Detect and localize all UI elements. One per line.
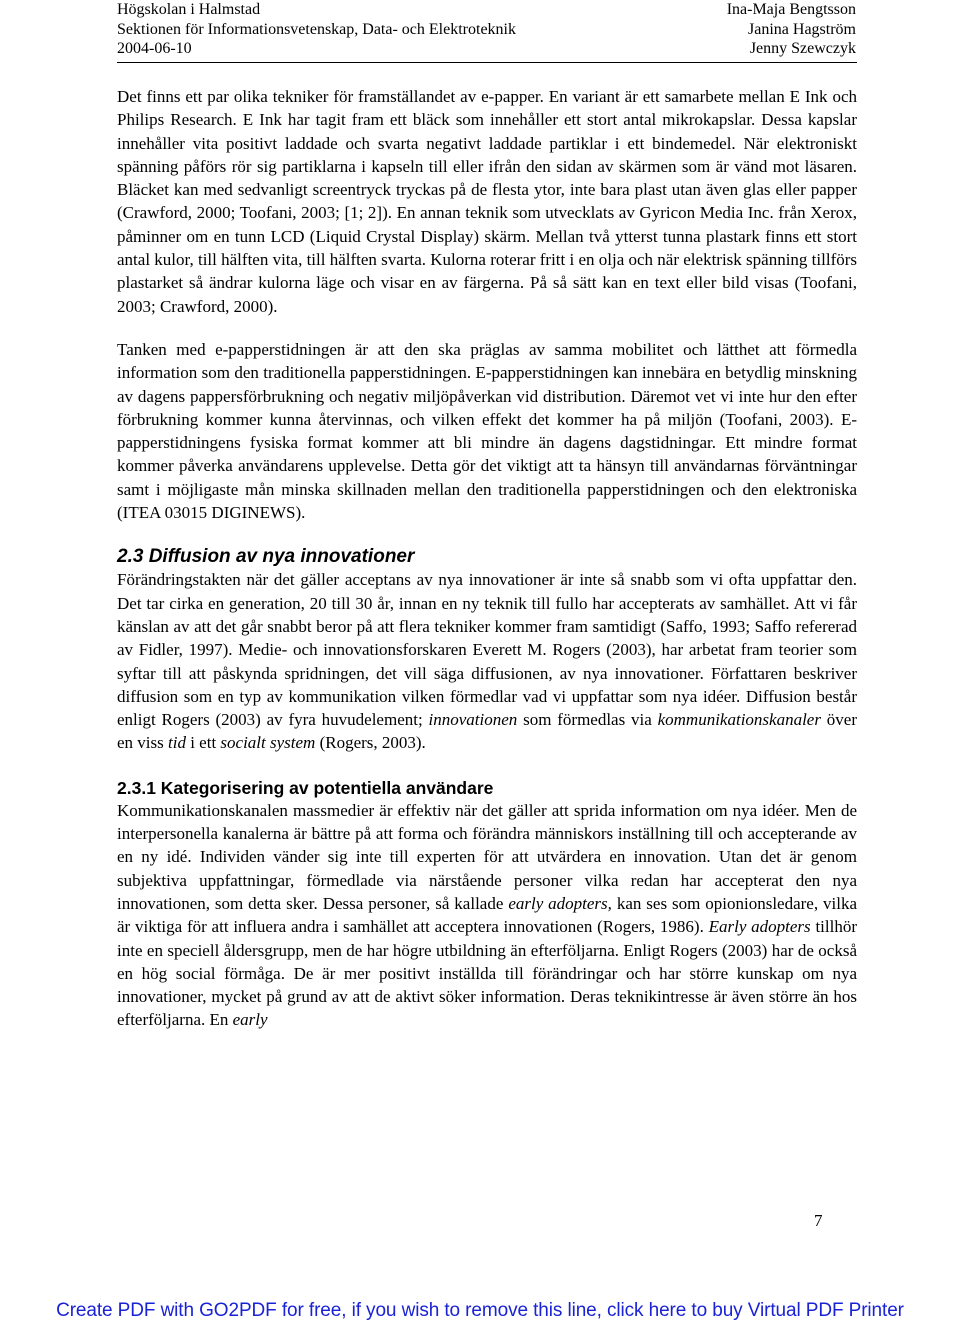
italic-term: tid [168, 733, 186, 753]
header-institution: Högskolan i Halmstad [117, 1, 261, 18]
italic-term: Early adopters [708, 917, 811, 937]
paragraph [117, 85, 857, 318]
page-header-left [117, 0, 516, 59]
text-run: kan ses som opionionsledare, vilka är viktiga för att influera andra i samhället att acceptera innovationen (Rogers, 1986). [117, 893, 857, 937]
text-run: (Rogers, 2003). [315, 733, 426, 753]
header-date: 2004-06-10 [117, 40, 192, 57]
italic-term: socialt system [220, 733, 316, 753]
page-number: 7 [814, 1211, 823, 1230]
header-rule [117, 62, 857, 63]
subsection-heading: 2.3.1 Kategorisering av potentiella användare [117, 777, 494, 798]
paragraph [117, 338, 857, 524]
document-body [117, 85, 857, 1032]
italic-term: early adopters, [508, 893, 612, 913]
text-run: Det finns ett par olika tekniker för framställandet av e-papper. En variant är ett samarbete mellan E Ink och Philips Research. E Ink har tagit fram ett bläck som innehåller ett stort antal mikrokapslar. Dessa kapslar innehåller vita positivt laddade och svarta negativt laddade partiklar i ett bindemedel. När elektroniskt spänning påförs rör sig partiklarna i kapseln till eller ifrån den sidan av skärmen som är vänd mot läsaren. Bläcket kan med sedvanligt screentryck tryckas på de flesta ytor, inte bara plast utan även glas eller papper (Crawford, 2000; Toofani, 2003; [1; 2]). En annan teknik som utvecklats av Gyricon Media Inc. från Xerox, påminner om en tunn LCD (Liquid Crystal Display) skärm. Mellan två ytterst tunna plastark finns ett stort antal kulor, till hälften vita, till hälften svarta. Kulorna roterar fritt i en olja och när elektrisk spänning tillförs plastarket så ändrar kulorna läge och visar en av färgerna. På så sätt kan en text eller bild visas (Toofani, 2003; Crawford, 2000). [117, 87, 858, 316]
page-header-right [727, 0, 856, 59]
italic-term: kommunikationskanaler [657, 710, 821, 730]
paragraph [117, 799, 857, 1032]
text-run: som förmedlas via [517, 710, 658, 730]
text-run: över en viss [117, 710, 857, 753]
paragraph [117, 568, 857, 754]
footer-promo-link[interactable]: Create PDF with GO2PDF for free, if you wish to remove this line, click here to buy Virtual PDF Printer [56, 1300, 904, 1321]
header-author: Jenny Szewczyk [749, 40, 856, 57]
text-run: Kommunikationskanalen massmedier är effektiv när det gäller att sprida information om nya idéer. Men de interpersonella kanalerna är bättre på att forma och förändra människors inställning till och accepterande av en ny idé. Individen vänder sig inte till experten för att utvärdera en innovation. Utan det är genom subjektiva uppfattningar, förmedlade via närstående personer vilka redan har accepterat den nya innovationen, som detta sker. Dessa personer, så kallade [117, 800, 857, 913]
text-run: Tanken med e-papperstidningen är att den ska präglas av samma mobilitet och lätthet att förmedla information som den traditionella papperstidningen. E-papperstidningen kan innebära en betydlig minskning av dagens pappersförbrukning och negativ miljöpåverkan vid distribution. Däremot vet vi inte hur den efter förbrukning kommer kunna återvinnas, och vilken effekt det kommer ha på miljön (Toofani, 2003). E-papperstidningens fysiska format kommer att bli mindre än dagens dagstidningar. Ett mindre format kommer påverka användarens upplevelse. Detta gör det viktigt att ta hänsyn till användarnas förväntningar samt i möjligaste mån minska skillnaden mellan den traditionella papperstidningen och den elektroniska (ITEA 03015 DIGINEWS). [117, 339, 857, 523]
text-run: i ett [185, 733, 221, 753]
text-run: Förändringstakten när det gäller acceptans av nya innovationer är inte så snabb som vi ofta uppfattar den. Det tar cirka en generation, 20 till 30 år, innan en ny teknik till fullo har accepterats av samhället. Att vi får känslan av att det går snabbt beror på att flera tekniker kommer fram samtidigt (Saffo, 1993; Saffo refererad av Fidler, 1997). Medie- och innovationsforskaren Everett M. Rogers (2003), har arbetat fram teorier som syftar till att påskynda spridningen, det vill säga diffusionen, av nya innovationer. Författaren beskriver diffusion som en typ av kommunikation vilken förmedlar vad vi uppfattar som nya idéer. Diffusion består enligt Rogers (2003) av fyra huvudelement; [117, 570, 857, 730]
header-author: Janina Hagström [748, 20, 856, 38]
italic-term: early [232, 1010, 268, 1030]
header-author: Ina-Maja Bengtsson [726, 1, 856, 18]
italic-term: innovationen [428, 710, 518, 730]
section-heading: 2.3 Diffusion av nya innovationer [117, 546, 415, 568]
text-run: tillhör inte en speciell åldersgrupp, men de har högre utbildning än efterföljarna. Enligt Rogers (2003) har de också en hög social förmåga. De är mer positivt inställda till förändringar och har större kunskap om nya innovationer, mycket på grund av att de aktivt söker information. Deras teknikintresse är även större än hos efterföljarna. En [117, 917, 857, 1030]
header-section: Sektionen för Informationsvetenskap, Data- och Elektroteknik [117, 20, 516, 38]
